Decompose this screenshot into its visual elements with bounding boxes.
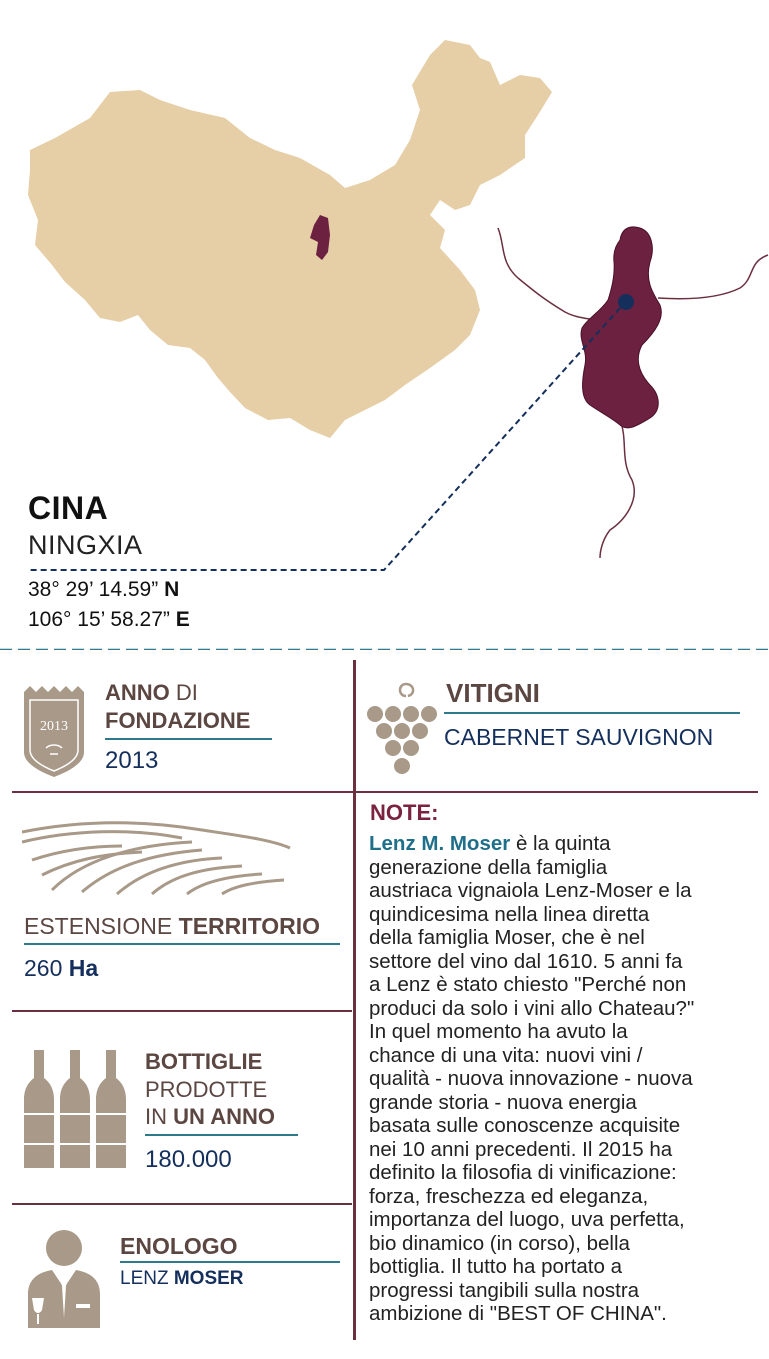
notes-line: nei 10 anni precedenti. Il 2015 ha: [369, 1137, 673, 1161]
notes-line: bio dinamico (in corso), bella: [369, 1231, 630, 1255]
location-dot: [618, 294, 634, 310]
china-map-icon: [28, 40, 552, 438]
row-divider-1: [12, 791, 758, 793]
oenologist-name: [120, 1268, 244, 1290]
founding-title-line2: FONDAZIONE: [105, 707, 251, 733]
grapes-value: CABERNET SAUVIGNON: [444, 724, 714, 750]
sommelier-icon: [24, 1228, 102, 1328]
notes-line: della famiglia Moser, che è nel: [369, 926, 645, 949]
oenologist-name-light: LENZ: [120, 1268, 169, 1289]
longitude-direction: E: [175, 608, 190, 631]
notes-line: bottiglia. Il tutto ha portato a: [369, 1255, 622, 1278]
notes-body: [369, 832, 761, 1326]
notes-line: grande storia - nuova energia: [369, 1090, 637, 1114]
territory-title: [24, 912, 320, 941]
territory-value-unit: Ha: [68, 955, 99, 981]
oenologist-title: ENOLOGO: [120, 1233, 238, 1259]
latitude-direction: N: [164, 578, 180, 601]
notes-line: basata sulle conoscenze acquisite: [369, 1114, 681, 1137]
bottles-title-line2: PRODOTTE: [145, 1076, 268, 1102]
notes-line: a Lenz è stato chiesto "Perché non: [369, 973, 687, 996]
territory-title-light: ESTENSIONE: [24, 913, 173, 939]
notes-line: forza, freschezza ed eleganza,: [369, 1184, 649, 1208]
founding-title-bold: ANNO: [105, 680, 170, 705]
notes-line: In quel momento ha avuto la: [369, 1020, 628, 1043]
founding-value: 2013: [105, 747, 159, 774]
notes-line: produci da solo i vini allo Chateau?": [369, 996, 695, 1020]
founding-title-light: DI: [175, 680, 198, 705]
notes-line: qualità - nuova innovazione - nuova: [369, 1067, 693, 1090]
territory-value-number: 260: [24, 955, 63, 981]
oenologist-name-bold: MOSER: [173, 1268, 244, 1289]
notes-line: importanza del luogo, uva perfetta,: [369, 1208, 685, 1231]
longitude: [28, 608, 190, 632]
notes-line: chance di una vita: nuovi vini /: [369, 1043, 643, 1067]
bottles-rule: [145, 1134, 298, 1136]
grape-icon: [366, 678, 442, 778]
notes-title: NOTE:: [370, 800, 439, 825]
shield-icon: [22, 682, 86, 778]
territory-rule: [24, 943, 340, 945]
region-name: NINGXIA: [28, 530, 143, 560]
row-divider-2: [12, 1010, 352, 1012]
bottles-value: 180.000: [145, 1146, 232, 1173]
notes-lead: Lenz M. Moser: [369, 832, 511, 855]
founding-title: [105, 679, 250, 734]
notes-line: progressi tangibili sulla nostra: [369, 1278, 640, 1302]
bottles-title: [145, 1048, 275, 1131]
country-name: CINA: [28, 490, 109, 526]
shield-year: 2013: [40, 719, 68, 734]
notes-line-0: è la quinta: [510, 832, 611, 855]
vineyard-hills-icon: [22, 820, 292, 900]
founding-rule: [105, 738, 272, 740]
territory-title-bold: TERRITORIO: [178, 913, 321, 939]
notes-line: generazione della famiglia: [369, 855, 608, 879]
column-divider: [353, 660, 356, 1340]
latitude-value: 38° 29’ 14.59”: [28, 578, 159, 601]
grapes-title: VITIGNI: [446, 678, 540, 708]
latitude: [28, 578, 179, 602]
bottles-title-line3-bold: UN ANNO: [173, 1104, 275, 1129]
row-divider-3: [12, 1203, 352, 1205]
bottles-title-line3-light: IN: [145, 1104, 167, 1129]
notes-line: definito la filosofia di vinificazione:: [369, 1161, 677, 1184]
notes-line: quindicesima nella linea diretta: [369, 902, 650, 926]
ningxia-large-icon: [581, 227, 661, 428]
grapes-rule: [444, 712, 740, 714]
oenologist-rule: [120, 1261, 340, 1263]
notes-line: austriaca vignaiola Lenz-Moser e la: [369, 879, 692, 902]
notes-line: ambizione di "BEST OF CHINA".: [369, 1302, 667, 1325]
bottles-title-line1: BOTTIGLIE: [145, 1049, 263, 1074]
bottles-icon: [22, 1048, 128, 1172]
longitude-value: 106° 15’ 58.27”: [28, 608, 170, 631]
territory-value: [24, 955, 98, 982]
notes-line: settore del vino dal 1610. 5 anni fa: [369, 949, 683, 973]
notes-line: [369, 832, 761, 856]
